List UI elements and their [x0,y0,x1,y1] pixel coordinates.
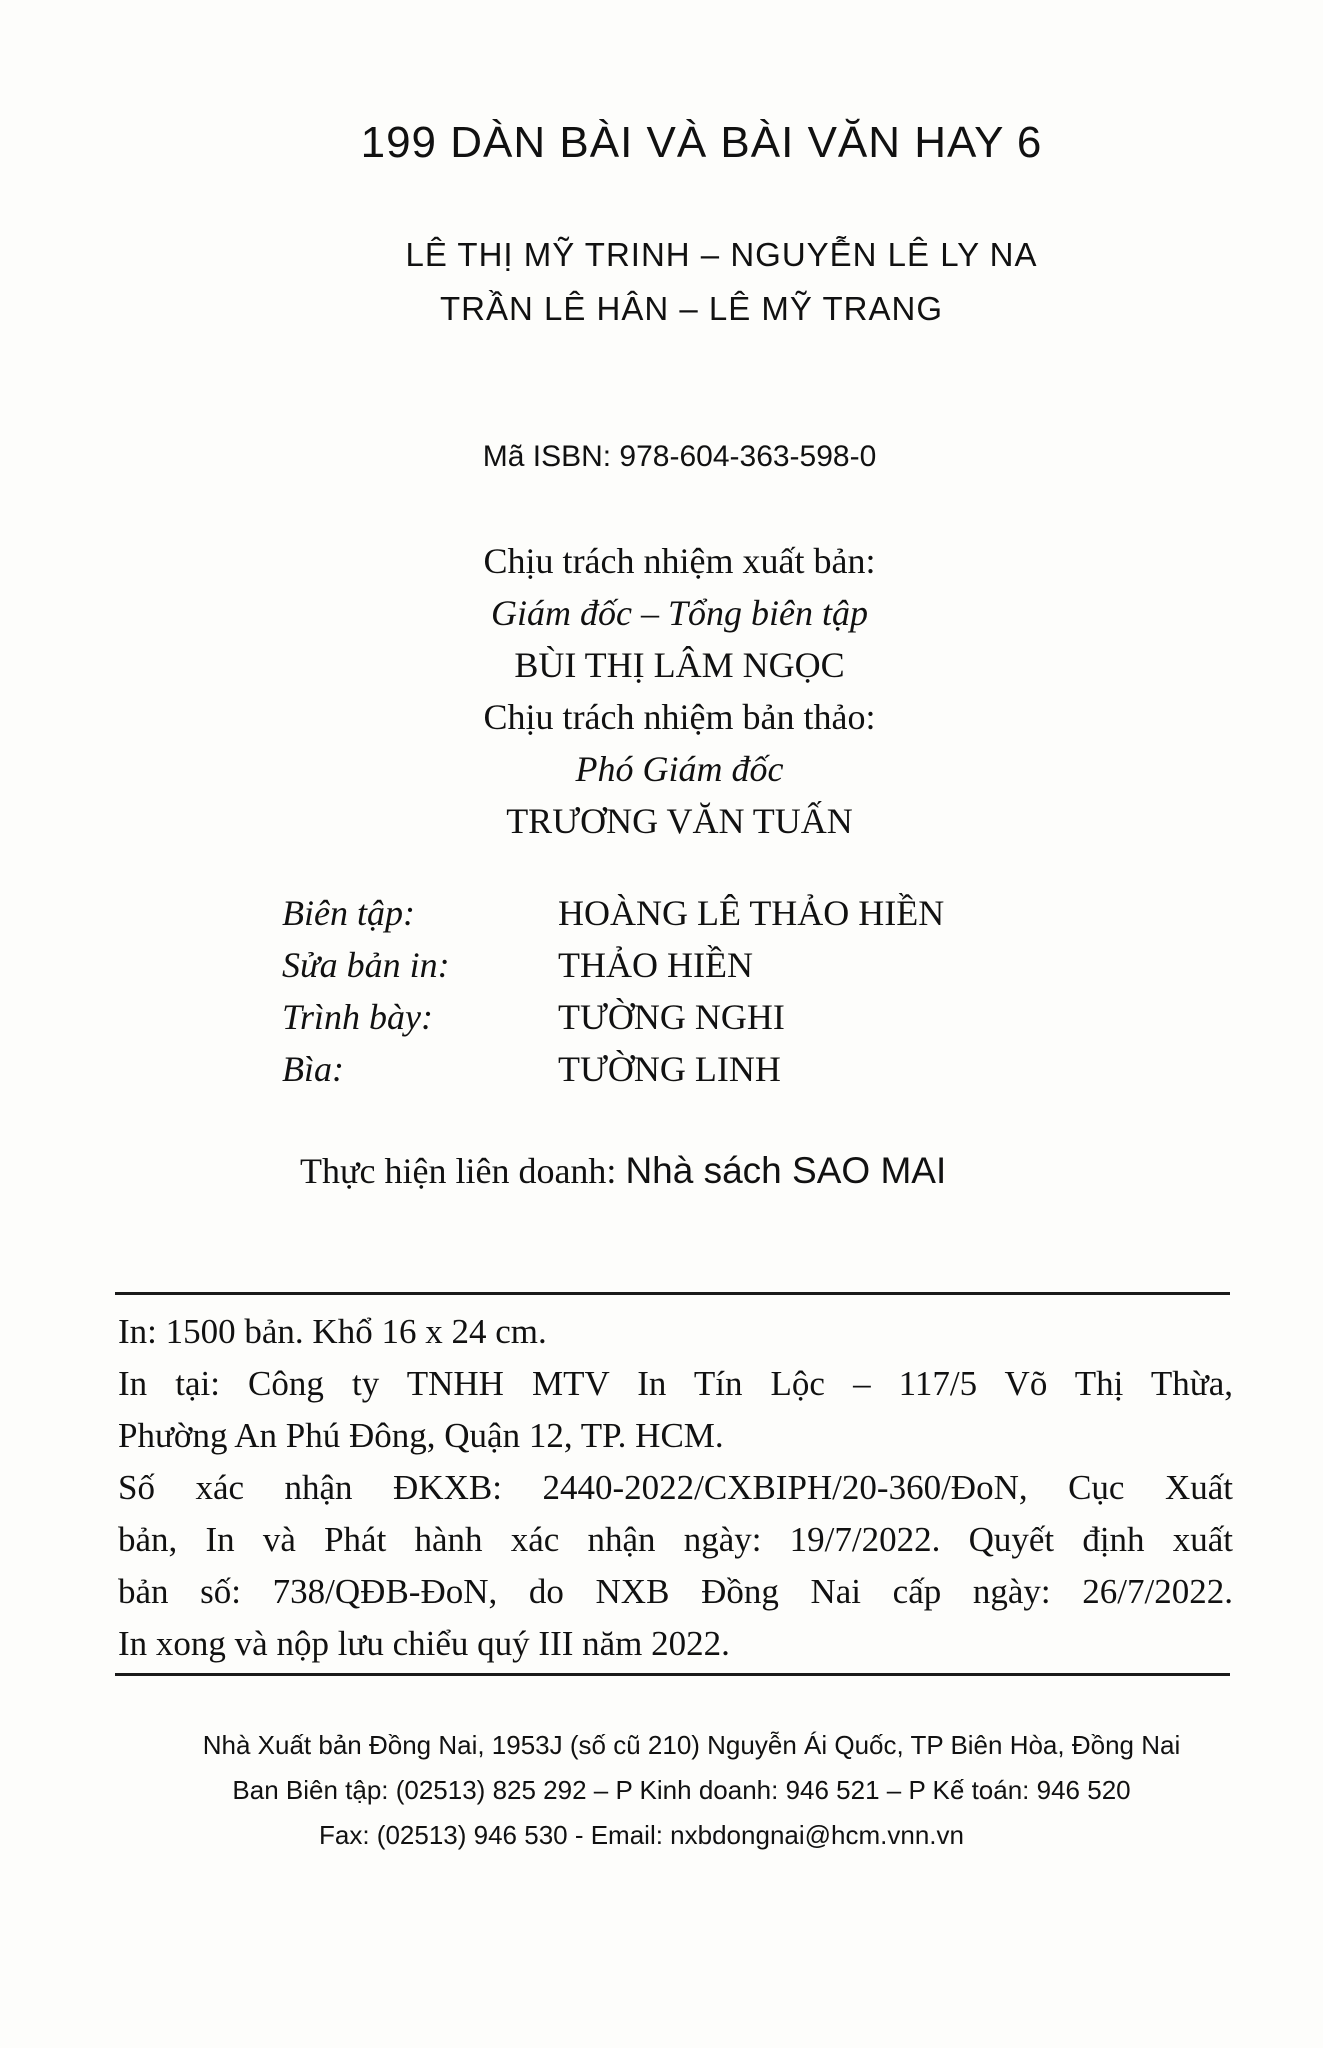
publish-responsibility-role: Giám đốc – Tổng biên tập [491,593,868,633]
publisher-phones: Ban Biên tập: (02513) 825 292 – P Kinh doanh: 946 521 – P Kế toán: 946 520 [232,1775,1131,1805]
divider-bottom [115,1673,1230,1676]
joint-venture-label: Thực hiện liên doanh: [300,1151,617,1191]
draft-responsibility-role: Phó Giám đốc [575,749,784,789]
credit-name: TƯỜNG NGHI [558,997,785,1037]
credit-name: TƯỜNG LINH [558,1049,781,1089]
book-title: 199 DÀN BÀI VÀ BÀI VĂN HAY 6 [360,118,1043,167]
print-info-line: In xong và nộp lưu chiểu quý III năm 2022. [118,1624,730,1663]
credit-role: Biên tập: [282,893,415,933]
authors-line-1: LÊ THỊ MỸ TRINH – NGUYỄN LÊ LY NA [405,236,1038,273]
authors-line-2: TRẦN LÊ HÂN – LÊ MỸ TRANG [439,290,943,327]
divider-top [115,1292,1230,1295]
print-info-line: Số xác nhận ĐKXB: 2440-2022/CXBIPH/20-360/ĐoN, Cục Xuất [118,1468,1233,1507]
publisher-address: Nhà Xuất bản Đồng Nai, 1953J (số cũ 210) Nguyễn Ái Quốc, TP Biên Hòa, Đồng Nai [202,1730,1181,1760]
credit-role: Sửa bản in: [282,945,450,985]
print-info-line: bản số: 738/QĐB-ĐoN, do NXB Đồng Nai cấp ngày: 26/7/2022. [118,1572,1233,1611]
print-info [118,1312,1233,1676]
credit-name: THẢO HIỀN [558,945,753,985]
credit-name: HOÀNG LÊ THẢO HIỀN [558,893,945,933]
publish-responsibility-label: Chịu trách nhiệm xuất bản: [483,541,876,581]
print-info-line: In tại: Công ty TNHH MTV In Tín Lộc – 117/5 Võ Thị Thừa, [118,1364,1233,1403]
credit-role: Bìa: [282,1049,344,1089]
draft-responsibility-name: TRƯƠNG VĂN TUẤN [506,801,853,841]
publish-responsibility-name: BÙI THỊ LÂM NGỌC [514,645,845,685]
print-info-line: In: 1500 bản. Khổ 16 x 24 cm. [118,1312,547,1351]
print-info-line: Phường An Phú Đông, Quận 12, TP. HCM. [118,1416,724,1455]
print-info-line: bản, In và Phát hành xác nhận ngày: 19/7/2022. Quyết định xuất [118,1520,1233,1559]
joint-venture-partner: Nhà sách SAO MAI [625,1150,947,1191]
credit-role: Trình bày: [282,997,434,1037]
joint-venture [300,1150,946,1192]
isbn: Mã ISBN: 978-604-363-598-0 [482,440,877,473]
publisher-fax-email: Fax: (02513) 946 530 - Email: nxbdongnai@hcm.vnn.vn [319,1820,964,1850]
draft-responsibility-label: Chịu trách nhiệm bản thảo: [483,697,876,737]
